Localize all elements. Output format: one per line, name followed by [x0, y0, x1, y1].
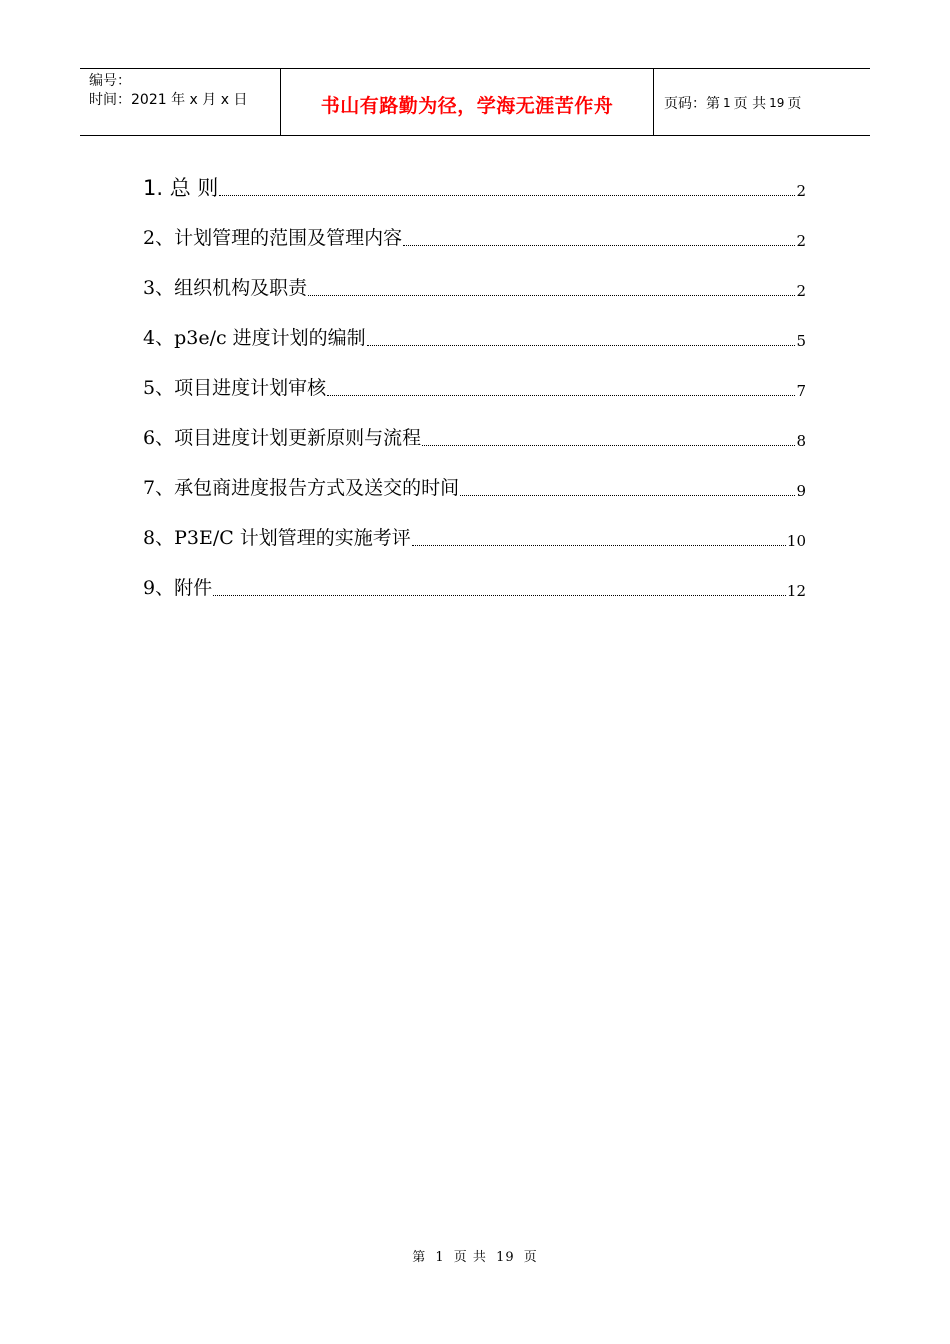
toc-entry-page: 2	[796, 232, 806, 250]
toc-entry-page: 9	[796, 482, 806, 500]
toc-leader-dots	[219, 194, 795, 196]
toc-entry[interactable]	[143, 518, 806, 551]
document-date: 时间：2021 年 x 月 x 日	[89, 92, 248, 108]
toc-entry-title: 3、组织机构及职责	[143, 277, 308, 299]
toc-entry-page: 8	[796, 432, 806, 450]
page-header	[80, 68, 870, 136]
toc-entry[interactable]	[143, 168, 806, 201]
document-number-label: 编号：	[89, 73, 131, 89]
toc-leader-dots	[327, 394, 795, 396]
toc-entry-page: 7	[796, 382, 806, 400]
table-of-contents	[143, 168, 806, 618]
toc-leader-dots	[213, 594, 786, 596]
footer-page-mid: 页 共	[453, 1250, 487, 1265]
footer-page-total: 19	[496, 1250, 515, 1265]
toc-entry-title: 2、计划管理的范围及管理内容	[143, 227, 403, 249]
toc-entry-title: 1. 总 则	[143, 176, 219, 200]
toc-entry-title: 9、附件	[143, 577, 213, 599]
toc-entry[interactable]	[143, 418, 806, 451]
toc-entry[interactable]	[143, 218, 806, 251]
page-footer	[0, 1246, 950, 1265]
header-page-prefix: 页码：第	[664, 96, 720, 112]
footer-page-prefix: 第	[412, 1250, 427, 1265]
toc-entry-page: 2	[796, 282, 806, 300]
toc-entry[interactable]	[143, 568, 806, 601]
toc-entry-page: 12	[786, 582, 806, 600]
toc-leader-dots	[460, 494, 795, 496]
header-page-current: 1	[723, 96, 731, 110]
toc-leader-dots	[422, 444, 795, 446]
toc-entry[interactable]	[143, 318, 806, 351]
header-motto: 书山有路勤为径，学海无涯苦作舟	[320, 94, 614, 117]
toc-entry-page: 5	[796, 332, 806, 350]
toc-entry-title: 4、p3e/c 进度计划的编制	[143, 327, 366, 349]
toc-entry-title: 8、P3E/C 计划管理的实施考评	[143, 527, 411, 549]
toc-leader-dots	[403, 244, 795, 246]
toc-entry-title: 5、项目进度计划审核	[143, 377, 327, 399]
toc-leader-dots	[367, 344, 796, 346]
toc-entry[interactable]	[143, 468, 806, 501]
header-page-mid: 页 共	[733, 96, 767, 112]
header-page-cell	[654, 69, 870, 135]
toc-entry-title: 6、项目进度计划更新原则与流程	[143, 427, 422, 449]
footer-page-current: 1	[435, 1250, 445, 1265]
toc-leader-dots	[308, 294, 795, 296]
toc-leader-dots	[412, 544, 786, 546]
toc-entry[interactable]	[143, 368, 806, 401]
header-page-suffix: 页	[787, 96, 802, 112]
header-motto-cell	[281, 69, 654, 135]
header-page-total: 19	[769, 96, 785, 110]
toc-entry-title: 7、承包商进度报告方式及送交的时间	[143, 477, 460, 499]
header-meta-cell	[80, 69, 281, 135]
toc-entry-page: 2	[796, 182, 806, 200]
toc-entry[interactable]	[143, 268, 806, 301]
toc-entry-page: 10	[786, 532, 806, 550]
footer-page-suffix: 页	[523, 1250, 538, 1265]
